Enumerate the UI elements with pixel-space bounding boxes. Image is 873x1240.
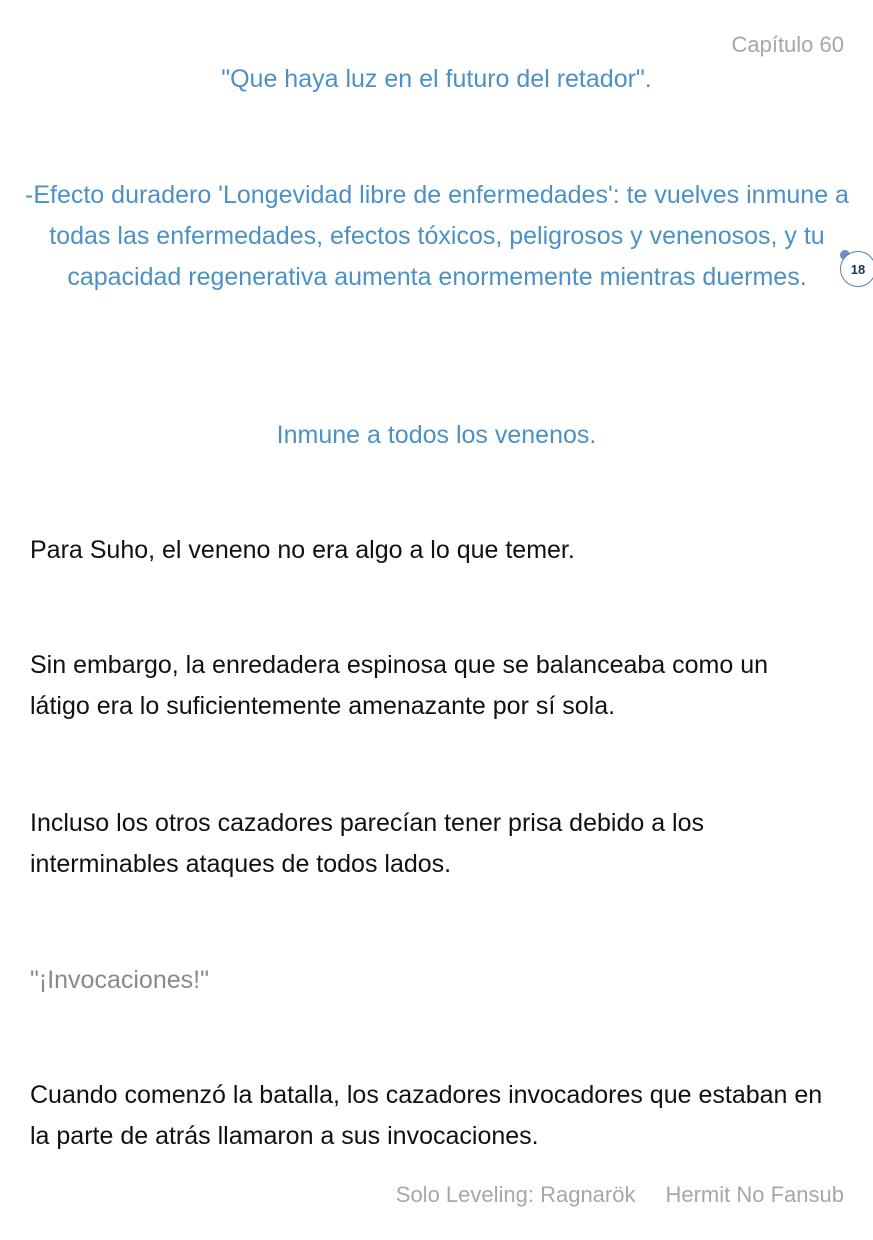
dialogue-line: "¡Invocaciones!": [30, 966, 209, 994]
effect-description: -Efecto duradero 'Longevidad libre de enfermedades': te vuelves inmune a todas las enfermedades, efectos tóxicos, peligrosos y venenosos, y tu capacidad regenerativa aumenta enormemente mientras duermes.: [25, 181, 849, 291]
paragraph-2: Sin embargo, la enredadera espinosa que se balanceaba como un látigo era lo suficientemente amenazante por sí sola.: [30, 651, 769, 720]
page-number-badge[interactable]: 18: [840, 251, 873, 287]
footer-credit: Hermit No Fansub: [665, 1182, 844, 1207]
chapter-label: Capítulo 60: [731, 32, 844, 57]
footer: [396, 1181, 844, 1209]
immune-notice: Inmune a todos los venenos.: [276, 421, 597, 449]
paragraph-3: Incluso los otros cazadores parecían tener prisa debido a los interminables ataques de todos lados.: [30, 809, 704, 878]
paragraph-1: Para Suho, el veneno no era algo a lo que temer.: [30, 536, 575, 564]
paragraph-5: Cuando comenzó la batalla, los cazadores invocadores que estaban en la parte de atrás llamaron a sus invocaciones.: [30, 1081, 823, 1150]
system-quote: "Que haya luz en el futuro del retador".: [221, 65, 652, 93]
footer-title: Solo Leveling: Ragnarök: [395, 1182, 636, 1207]
